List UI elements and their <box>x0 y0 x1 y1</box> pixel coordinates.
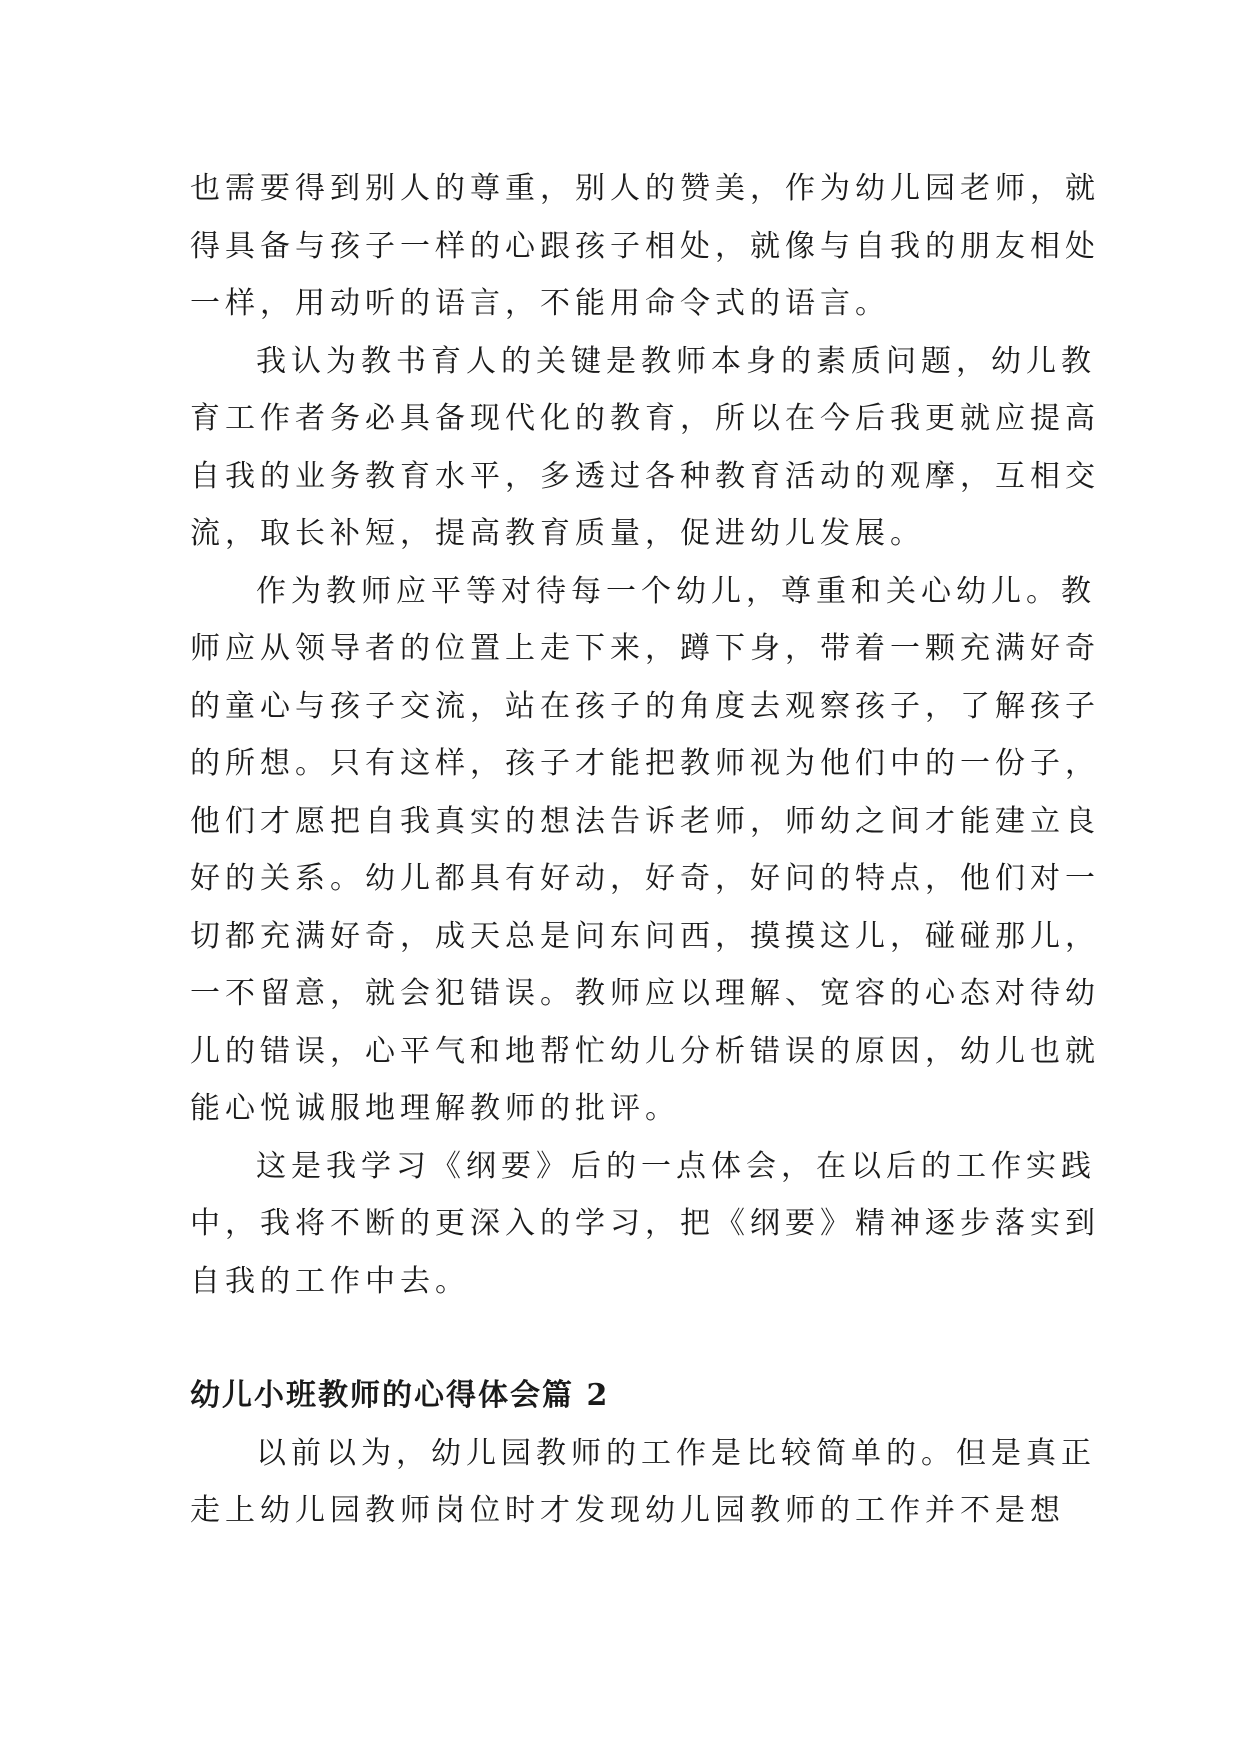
text-line: 切都充满好奇，成天总是问东问西，摸摸这儿，碰碰那儿， <box>190 918 1100 954</box>
section-spacer <box>190 1310 1050 1367</box>
text-line: 中，我将不断的更深入的学习，把《纲要》精神逐步落实到 <box>190 1206 1100 1241</box>
paragraph-1 <box>190 160 1100 333</box>
text-line: 师应从领导者的位置上走下来，蹲下身，带着一颗充满好奇 <box>190 631 1100 666</box>
text-line: 我认为教书育人的关键是教师本身的素质问题，幼儿教 <box>256 343 1096 379</box>
text-line: 也需要得到别人的尊重，别人的赞美，作为幼儿园老师，就 <box>190 171 1100 206</box>
text-line: 好的关系。幼儿都具有好动，好奇，好问的特点，他们对一 <box>190 861 1100 896</box>
paragraph-4 <box>190 1138 1100 1311</box>
text-line: 以前以为，幼儿园教师的工作是比较简单的。但是真正 <box>256 1435 1096 1471</box>
text-line: 能心悦诚服地理解教师的批评。 <box>190 1091 680 1126</box>
document-body <box>190 160 1100 1540</box>
section-heading: 幼儿小班教师的心得体会篇 2 <box>190 1378 610 1413</box>
text-line: 的所想。只有这样，孩子才能把教师视为他们中的一份子， <box>190 746 1100 781</box>
text-line: 得具备与孩子一样的心跟孩子相处，就像与自我的朋友相处 <box>190 228 1100 264</box>
text-line: 儿的错误，心平气和地帮忙幼儿分析错误的原因，幼儿也就 <box>190 1033 1100 1069</box>
text-line: 的童心与孩子交流，站在孩子的角度去观察孩子，了解孩子 <box>190 688 1100 724</box>
paragraph-3 <box>190 563 1100 1138</box>
text-line: 自我的工作中去。 <box>190 1263 470 1299</box>
section-paragraph-1 <box>190 1425 1096 1540</box>
text-line: 这是我学习《纲要》后的一点体会，在以后的工作实践 <box>256 1148 1096 1184</box>
paragraph-2 <box>190 333 1100 563</box>
text-line: 自我的业务教育水平，多透过各种教育活动的观摩，互相交 <box>190 458 1100 494</box>
text-line: 他们才愿把自我真实的想法告诉老师，师幼之间才能建立良 <box>190 803 1100 839</box>
text-line: 流，取长补短，提高教育质量，促进幼儿发展。 <box>190 516 925 551</box>
text-line: 一样，用动听的语言，不能用命令式的语言。 <box>190 286 890 321</box>
text-line: 走上幼儿园教师岗位时才发现幼儿园教师的工作并不是想 <box>190 1493 1065 1528</box>
text-line: 育工作者务必具备现代化的教育，所以在今后我更就应提高 <box>190 401 1100 436</box>
text-line: 一不留意，就会犯错误。教师应以理解、宽容的心态对待幼 <box>190 976 1100 1011</box>
text-line: 作为教师应平等对待每一个幼儿，尊重和关心幼儿。教 <box>256 573 1096 609</box>
